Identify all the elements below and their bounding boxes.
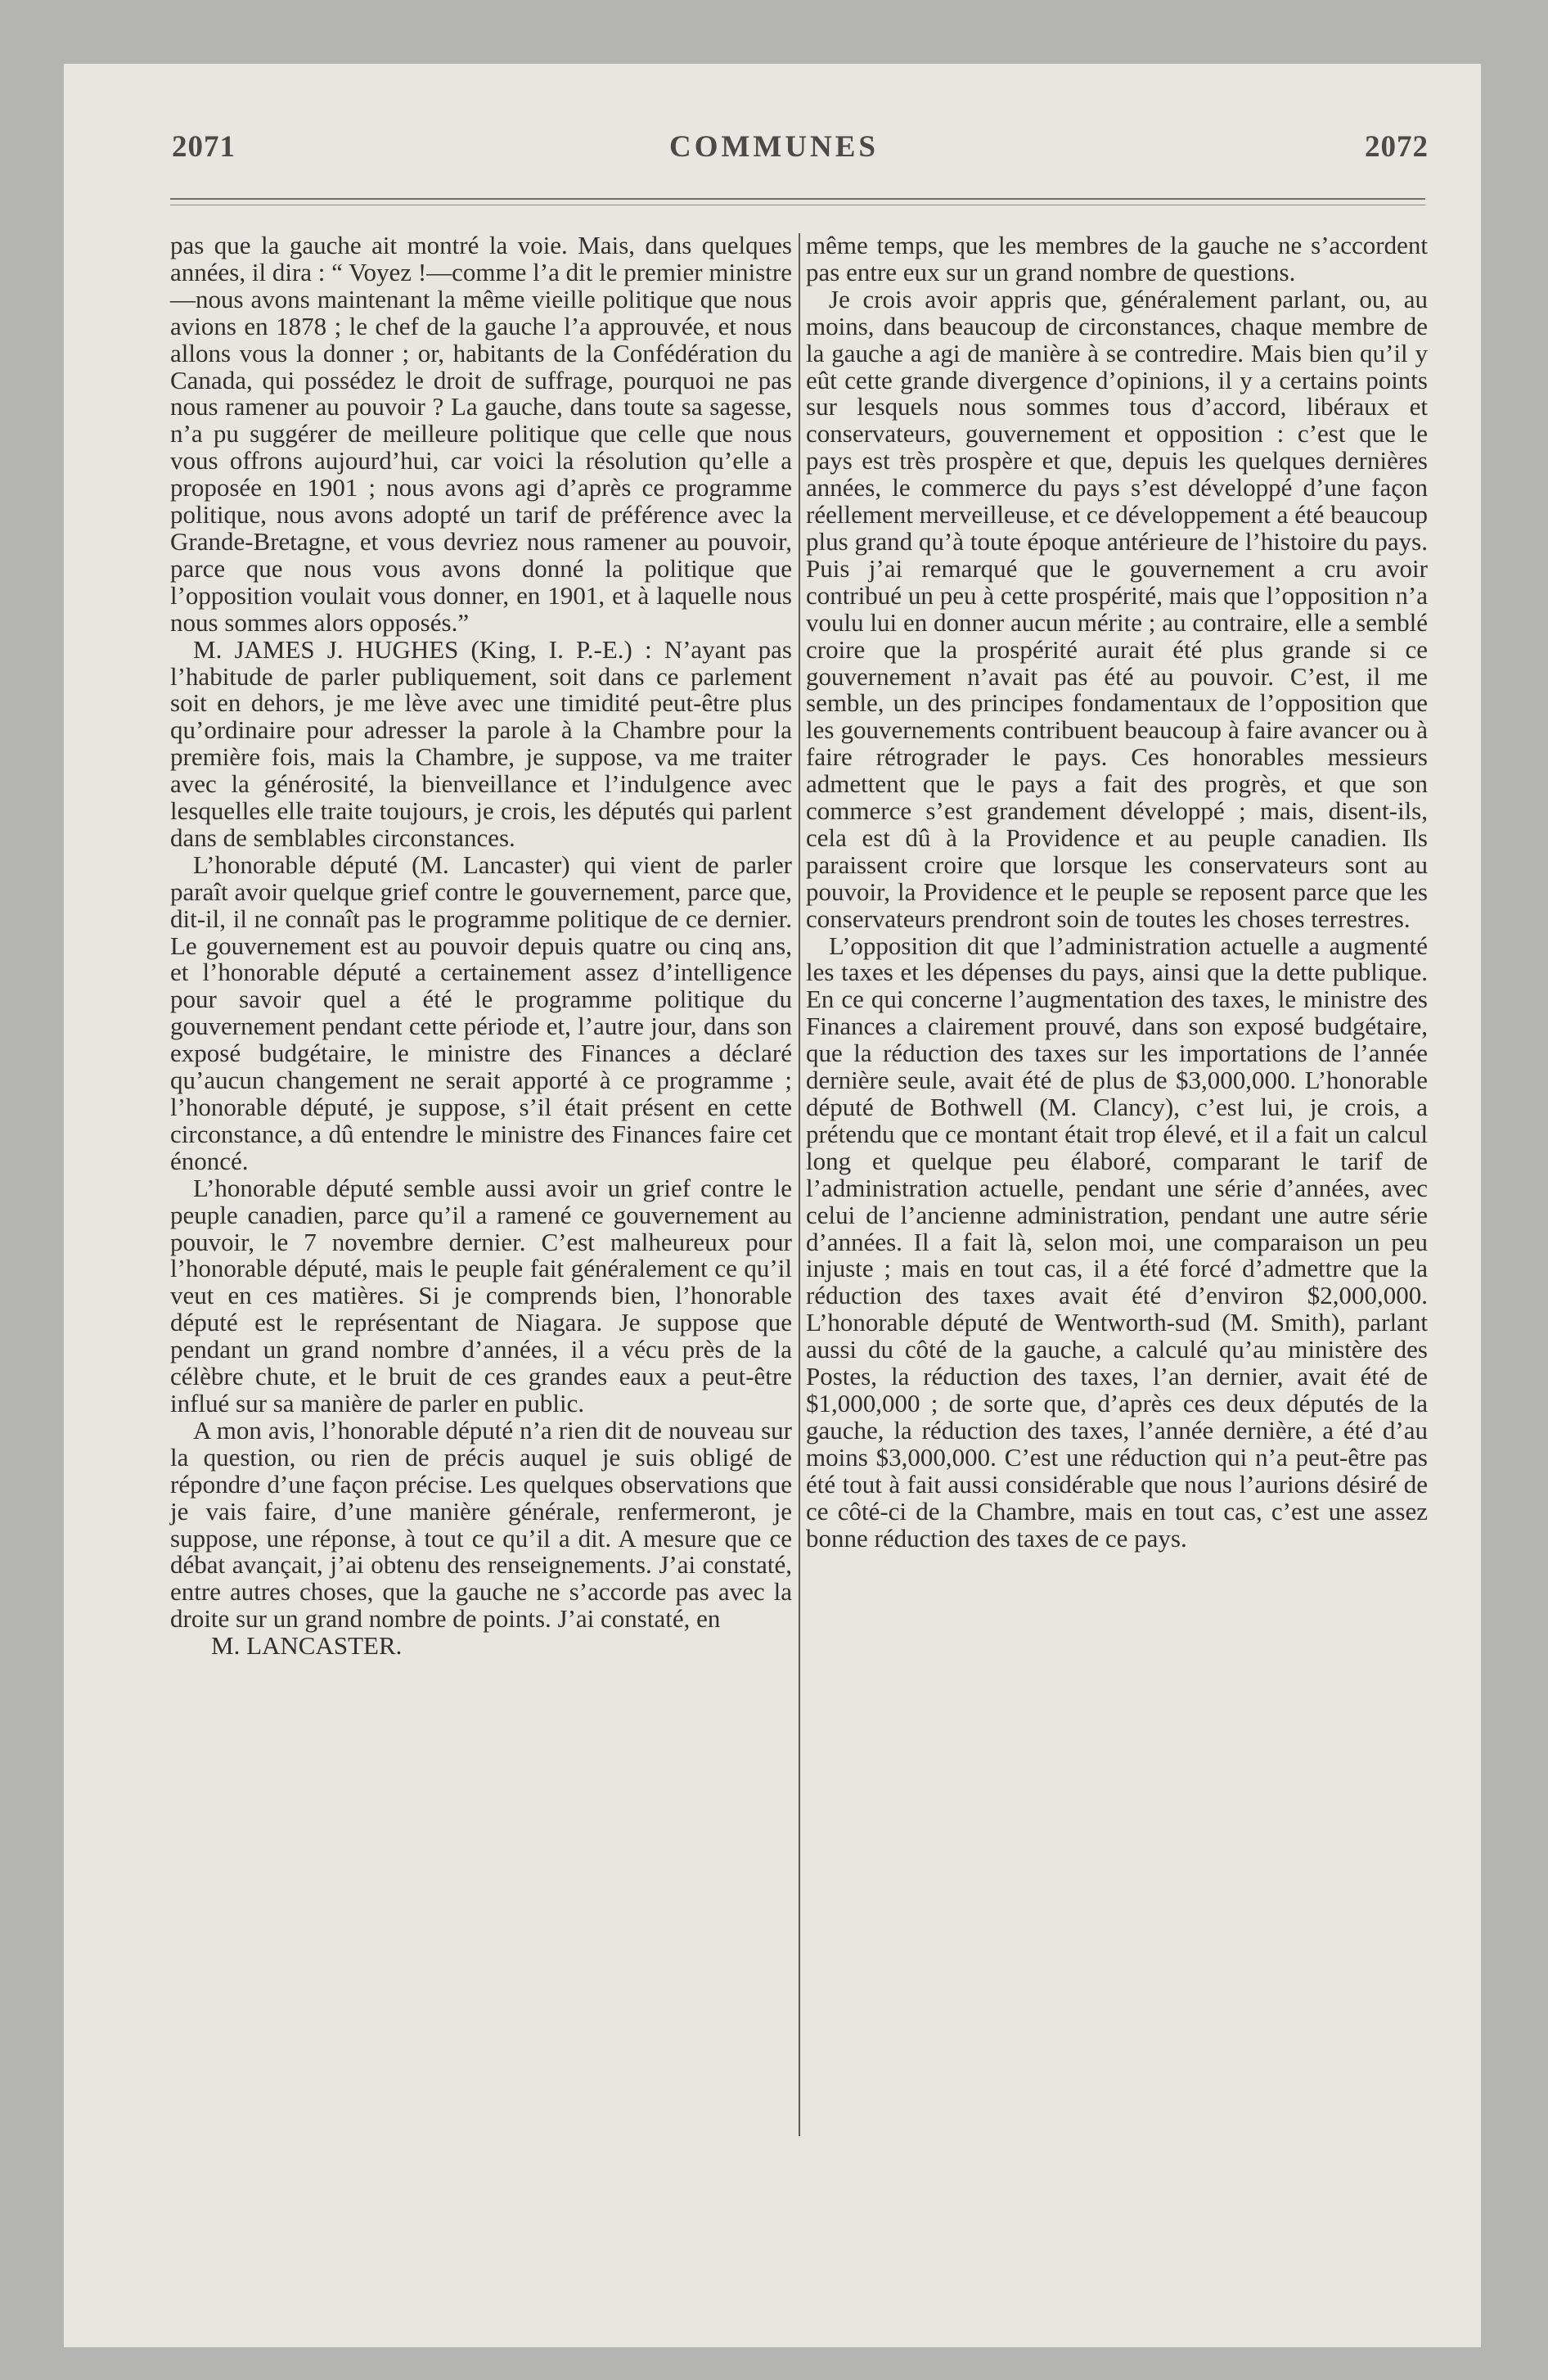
speaker-signature: M. LANCASTER. — [211, 1631, 403, 1661]
paragraph: pas que la gauche ait montré la voie. Mais, dans quelques années, il dira : “ Voyez !—comme l’a dit le premier ministre—nous avons maintenant la même vieille politique que nous avions en 1878 ; le chef de la gauche l’a approuvée, et nous allons vous la donner ; or, habitants de la Confédération du Canada, qui possédez le droit de suffrage, pourquoi ne pas nous ramener au pouvoir ? La gauche, dans toute sa sagesse, n’a pu suggérer de meilleure politique que celle que nous vous offrons aujourd’hui, car voici la résolution qu’elle a proposée en 1901 ; nous avons agi d’après ce programme politique, nous avons adopté un tarif de préférence avec la Grande-Bretagne, et vous devriez nous ramener au pouvoir, parce que nous vous avons donné la politique que l’opposition voulait vous donner, en 1901, et à laquelle nous nous sommes alors opposés.” — [170, 231, 792, 637]
paragraph: A mon avis, l’honorable député n’a rien dit de nouveau sur la question, ou rien de précis auquel je suis obligé de répondre d’une façon précise. Les quelques observations que je vais faire, d’une manière générale, renfermeront, je suppose, une réponse, à tout ce qu’il a dit. A mesure que ce débat avançait, j’ai obtenu des renseignements. J’ai constaté, entre autres choses, que la gauche ne s’accorde pas avec la droite sur un grand nombre de points. J’ai constaté, en — [170, 1415, 792, 1634]
paragraph: L’honorable député (M. Lancaster) qui vient de parler paraît avoir quelque grief contre le gouvernement, parce que, dit-il, il ne connaît pas le programme politique de ce dernier. Le gouvernement est au pouvoir depuis quatre ou cinq ans, et l’honorable député a certainement assez d’intelligence pour savoir quel a été le programme politique du gouvernement pendant cette période et, l’autre jour, dans son exposé budgétaire, le ministre des Finances a déclaré qu’aucun changement ne serait apporté à ce programme ; l’honorable député, je suppose, s’il était présent en cette circonstance, a dû entendre le ministre des Finances faire cet énoncé. — [170, 850, 792, 1175]
column-divider — [799, 233, 800, 2136]
left-page-number: 2071 — [172, 130, 236, 164]
right-page-number: 2072 — [1365, 130, 1429, 164]
paragraph: L’honorable député semble aussi avoir un grief contre le peuple canadien, parce qu’il a ramené ce gouvernement au pouvoir, le 7 novembre dernier. C’est malheureux pour l’honorable député, mais le peuple fait généralement ce qu’il veut en ces matières. Si je comprends bien, l’honorable député est le représentant de Niagara. Je suppose que pendant un grand nombre d’années, il a vécu près de la célèbre chute, et le bruit de ces grandes eaux a peut-être influé sur sa manière de parler en public. — [170, 1173, 792, 1418]
paragraph: L’opposition dit que l’administration actuelle a augmenté les taxes et les dépenses du pays, ainsi que la dette publique. En ce qui concerne l’augmentation des taxes, le ministre des Finances a clairement prouvé, dans son exposé budgétaire, que la réduction des taxes sur les importations de l’année dernière seule, avait été de plus de $3,000,000. L’honorable député de Bothwell (M. Clancy), c’est lui, je crois, a prétendu que ce montant était trop élevé, et il a fait un calcul long et quelque peu élaboré, comparant le tarif de l’administration actuelle, pendant une série d’années, avec celui de l’ancienne administration, pendant une autre série d’années. Il a fait là, selon moi, une comparaison un peu injuste ; mais en tout cas, il a été forcé d’admettre que la réduction des taxes avait été d’environ $2,000,000. L’honorable député de Wentworth-sud (M. Smith), parlant aussi du côté de la gauche, a calculé qu’au ministère des Postes, la réduction des taxes, l’an dernier, avait été de $1,000,000 ; de sorte que, d’après ces deux députés de la gauche, la réduction des taxes, l’année dernière, a été d’au moins $3,000,000. C’est une réduction qui n’a peut-être pas été tout à fait aussi considérable que nous l’aurions désiré de ce côté-ci de la Chambre, mais en tout cas, c’est une assez bonne réduction des taxes de ce pays. — [806, 931, 1428, 1553]
paragraph: M. JAMES J. HUGHES (King, I. P.-E.) : N’ayant pas l’habitude de parler publiquement, soit dans ce parlement soit en dehors, je me lève avec une timidité peut-être plus qu’ordinaire pour adresser la parole à la Chambre pour la première fois, mais la Chambre, je suppose, va me traiter avec la générosité, la bienveillance et l’indulgence avec lesquelles elle traite toujours, je crois, les députés qui parlent dans de semblables circonstances. — [170, 634, 792, 852]
header-rule — [170, 198, 1425, 200]
right-column — [806, 232, 1428, 1552]
left-column — [170, 232, 792, 1660]
paragraph: Je crois avoir appris que, généralement parlant, ou, au moins, dans beaucoup de circonstances, chaque membre de la gauche a agi de manière à se contredire. Mais bien qu’il y eût cette grande divergence d’opinions, il y a certains points sur lesquels nous sommes tous d’accord, libéraux et conservateurs, gouvernement et opposition : c’est que le pays est très prospère et que, depuis les quelques dernières années, le commerce du pays s’est développé d’une façon réellement merveilleuse, et ce développement a été beaucoup plus grand qu’à toute époque antérieure de l’histoire du pays. Puis j’ai remarqué que le gouvernement a cru avoir contribué un peu à cette prospérité, mais que l’opposition n’a voulu lui en donner aucun mérite ; au contraire, elle a semblé croire que la prospérité aurait été plus grande si ce gouvernement n’avait pas été au pouvoir. C’est, il me semble, un des principes fondamentaux de l’opposition que les gouvernements contribuent beaucoup à faire avancer ou à faire rétrograder le pays. Ces honorables messieurs admettent que le pays a fait des progrès, et que son commerce s’est grandement développé ; mais, disent-ils, cela est dû à la Providence et au peuple canadien. Ils paraissent croire que lorsque les conservateurs sont au pouvoir, la Providence et le peuple se reposent parce que les conservateurs prendront soin de toutes les choses terrestres. — [806, 284, 1428, 933]
running-head-title: COMMUNES — [668, 130, 880, 164]
paragraph: même temps, que les membres de la gauche ne s’accordent pas entre eux sur un grand nombre de questions. — [806, 231, 1428, 286]
